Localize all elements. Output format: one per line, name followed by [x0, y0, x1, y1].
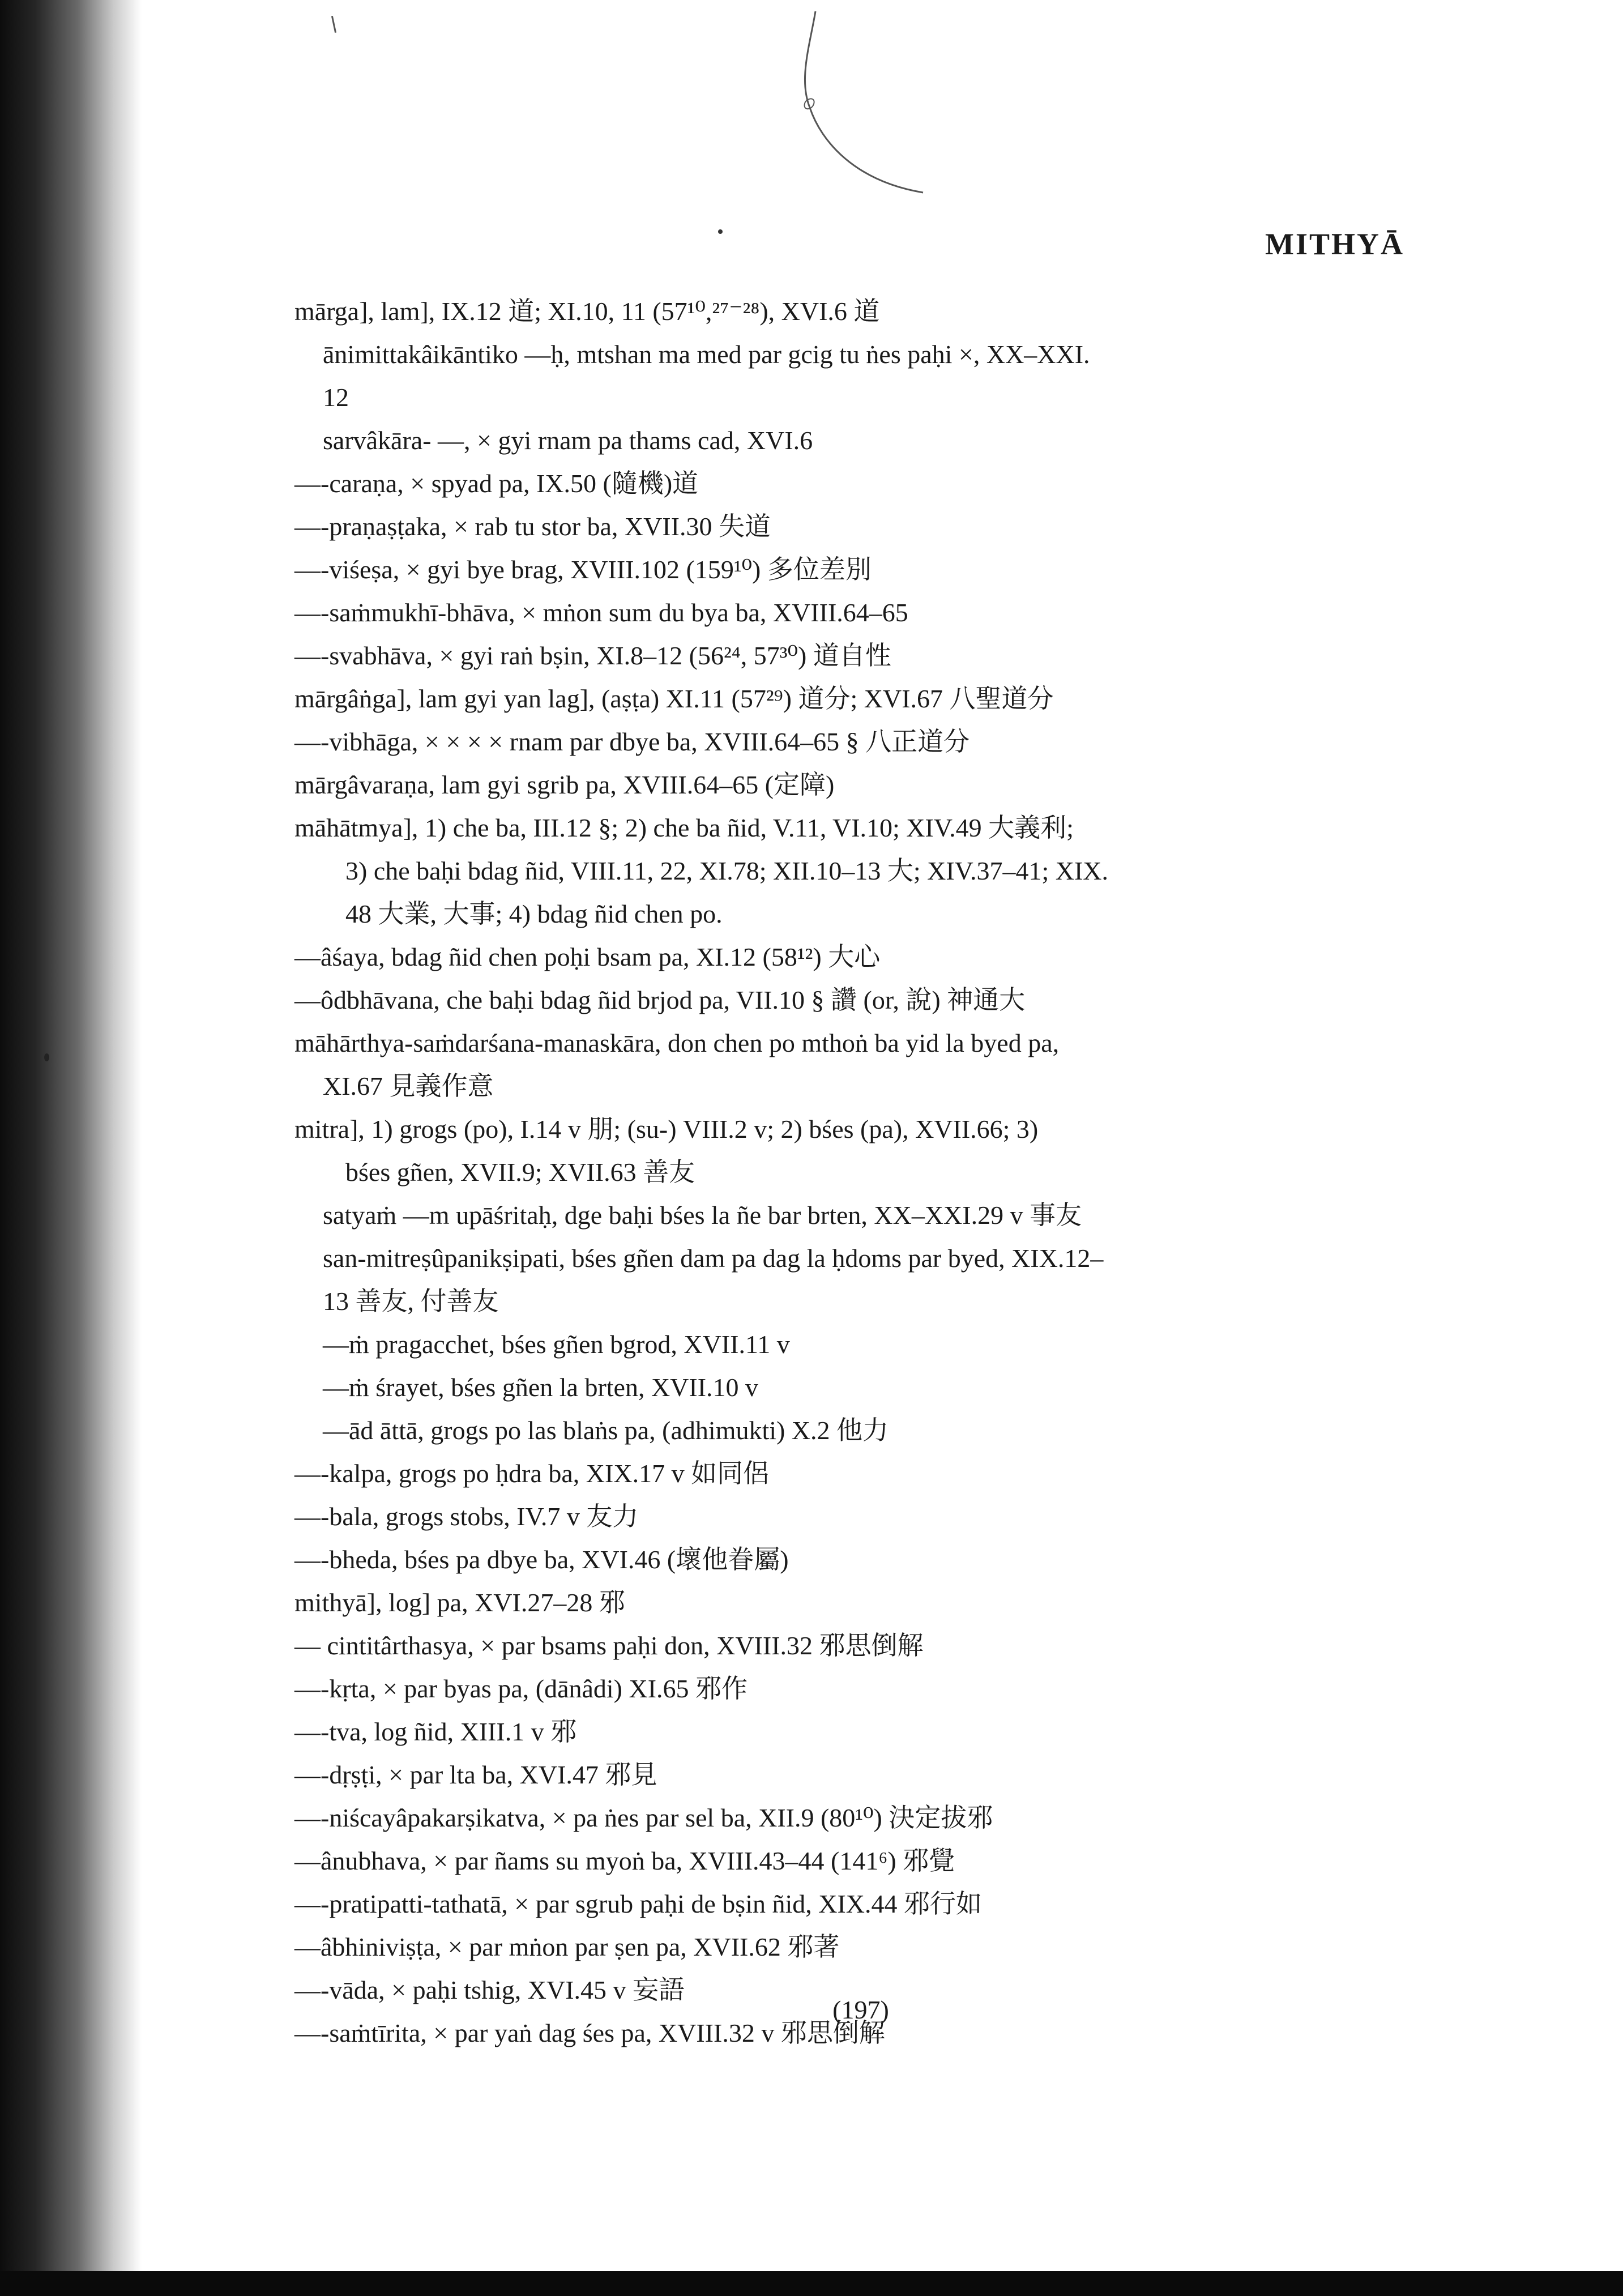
entry-line: —-caraṇa, × spyad pa, IX.50 (隨機)道: [294, 469, 699, 498]
entry-line: —-kalpa, grogs po ḥdra ba, XIX.17 v 如同侶: [294, 1459, 770, 1488]
entry-line: —ād āttā, grogs po las blaṅs pa, (adhimukti) X.2 他力: [323, 1416, 889, 1445]
entry-line: —-saṁmukhī-bhāva, × mṅon sum du bya ba, XVIII.64–65: [294, 598, 908, 627]
entry-line: māhārthya-saṁdarśana-manaskāra, don chen po mthoṅ ba yid la byed pa,: [294, 1028, 1060, 1057]
entry-line: māhātmya], 1) che ba, III.12 §; 2) che ba ñid, V.11, VI.10; XIV.49 大義利;: [294, 813, 1074, 842]
entry-line: —ânubhava, × par ñams su myoṅ ba, XVIII.43–44 (141⁶) 邪覺: [294, 1846, 955, 1875]
entry-line: —-svabhāva, × gyi raṅ bṣin, XI.8–12 (56²⁴, 57³⁰) 道自性: [294, 641, 891, 670]
entry-line: satyaṁ —m upāśritaḥ, dge baḥi bśes la ñe bar brten, XX–XXI.29 v 事友: [323, 1201, 1082, 1230]
entry-line: —-kṛta, × par byas pa, (dānâdi) XI.65 邪作: [294, 1674, 748, 1703]
pencil-annotation-curve: [776, 0, 957, 204]
entry-line: —-praṇaṣṭaka, × rab tu stor ba, XVII.30 失道: [294, 512, 771, 541]
entry-line: —-tva, log ñid, XIII.1 v 邪: [294, 1717, 577, 1746]
stray-dot: [718, 229, 723, 234]
entry-line: —ôdbhāvana, che baḥi bdag ñid brjod pa, VII.10 § 讚 (or, 說) 神通大: [294, 985, 1026, 1014]
entry-line: —ṁ pragacchet, bśes gñen bgrod, XVII.11 v: [323, 1330, 790, 1359]
entry-line: —-niścayâpakarṣikatva, × pa ṅes par sel ba, XII.9 (80¹⁰) 決定拔邪: [294, 1803, 993, 1832]
scan-edge-shadow: [0, 0, 142, 2296]
entry-line: —-viśeṣa, × gyi bye brag, XVIII.102 (159¹⁰) 多位差別: [294, 555, 872, 584]
entry-line: mārgâvaraṇa, lam gyi sgrib pa, XVIII.64–65 (定障): [294, 770, 835, 799]
entry-line: sarvâkāra- —, × gyi rnam pa thams cad, XVI.6: [323, 426, 813, 455]
scan-bottom-edge: [0, 2271, 1623, 2296]
entry-line: mārga], lam], IX.12 道; XI.10, 11 (57¹⁰,²⁷⁻²⁸), XVI.6 道: [294, 297, 880, 326]
entry-line: mārgâṅga], lam gyi yan lag], (aṣṭa) XI.11 (57²⁹) 道分; XVI.67 八聖道分: [294, 684, 1054, 713]
entry-line: 3) che baḥi bdag ñid, VIII.11, 22, XI.78; XII.10–13 大; XIV.37–41; XIX.: [345, 856, 1109, 885]
entry-line: 48 大業, 大事; 4) bdag ñid chen po.: [345, 899, 723, 928]
entry-line: —âśaya, bdag ñid chen poḥi bsam pa, XI.12 (58¹²) 大心: [294, 942, 881, 971]
dictionary-entries: [294, 290, 1404, 2055]
entry-line: —-bala, grogs stobs, IV.7 v 友力: [294, 1502, 639, 1531]
entry-line: — cintitârthasya, × par bsams paḥi don, XVIII.32 邪思倒解: [294, 1631, 924, 1660]
entry-line: —-vibhāga, × × × × rnam par dbye ba, XVIII.64–65 § 八正道分: [294, 727, 970, 756]
entry-line: mitra], 1) grogs (po), I.14 v 朋; (su-) VIII.2 v; 2) bśes (pa), XVII.66; 3): [294, 1115, 1039, 1143]
entry-line: —-pratipatti-tathatā, × par sgrub paḥi de bṣin ñid, XIX.44 邪行如: [294, 1889, 983, 1918]
entry-line: —-bheda, bśes pa dbye ba, XVI.46 (壞他眷屬): [294, 1545, 789, 1574]
entry-line: —-dṛṣṭi, × par lta ba, XVI.47 邪見: [294, 1760, 657, 1789]
stray-pencil-mark: [331, 16, 336, 33]
entry-line: 13 善友, 付善友: [323, 1287, 499, 1316]
entry-line: ānimittakâikāntiko —ḥ, mtshan ma med par gcig tu ṅes paḥi ×, XX–XXI.: [323, 340, 1090, 369]
entry-line: —âbhiniviṣṭa, × par mṅon par ṣen pa, XVII.62 邪著: [294, 1932, 840, 1961]
entry-line: XI.67 見義作意: [323, 1072, 494, 1100]
stray-dot-margin: [44, 1053, 49, 1061]
entry-line: —ṁ śrayet, bśes gñen la brten, XVII.10 v: [323, 1373, 759, 1402]
entry-line: 12: [323, 383, 349, 412]
page-number: (197): [832, 1995, 889, 2024]
entry-line: mithyā], log] pa, XVI.27–28 邪: [294, 1588, 625, 1617]
entry-line: bśes gñen, XVII.9; XVII.63 善友: [345, 1158, 695, 1187]
running-head: MITHYĀ: [1265, 227, 1404, 261]
entry-line: san-mitreṣûpanikṣipati, bśes gñen dam pa dag la ḥdoms par byed, XIX.12–: [323, 1244, 1104, 1273]
entry-line: —-saṁtīrita, × par yaṅ dag śes pa, XVIII.32 v 邪思倒解: [294, 2018, 885, 2047]
entry-line: —-vāda, × paḥi tshig, XVI.45 v 妄語: [294, 1975, 685, 2004]
